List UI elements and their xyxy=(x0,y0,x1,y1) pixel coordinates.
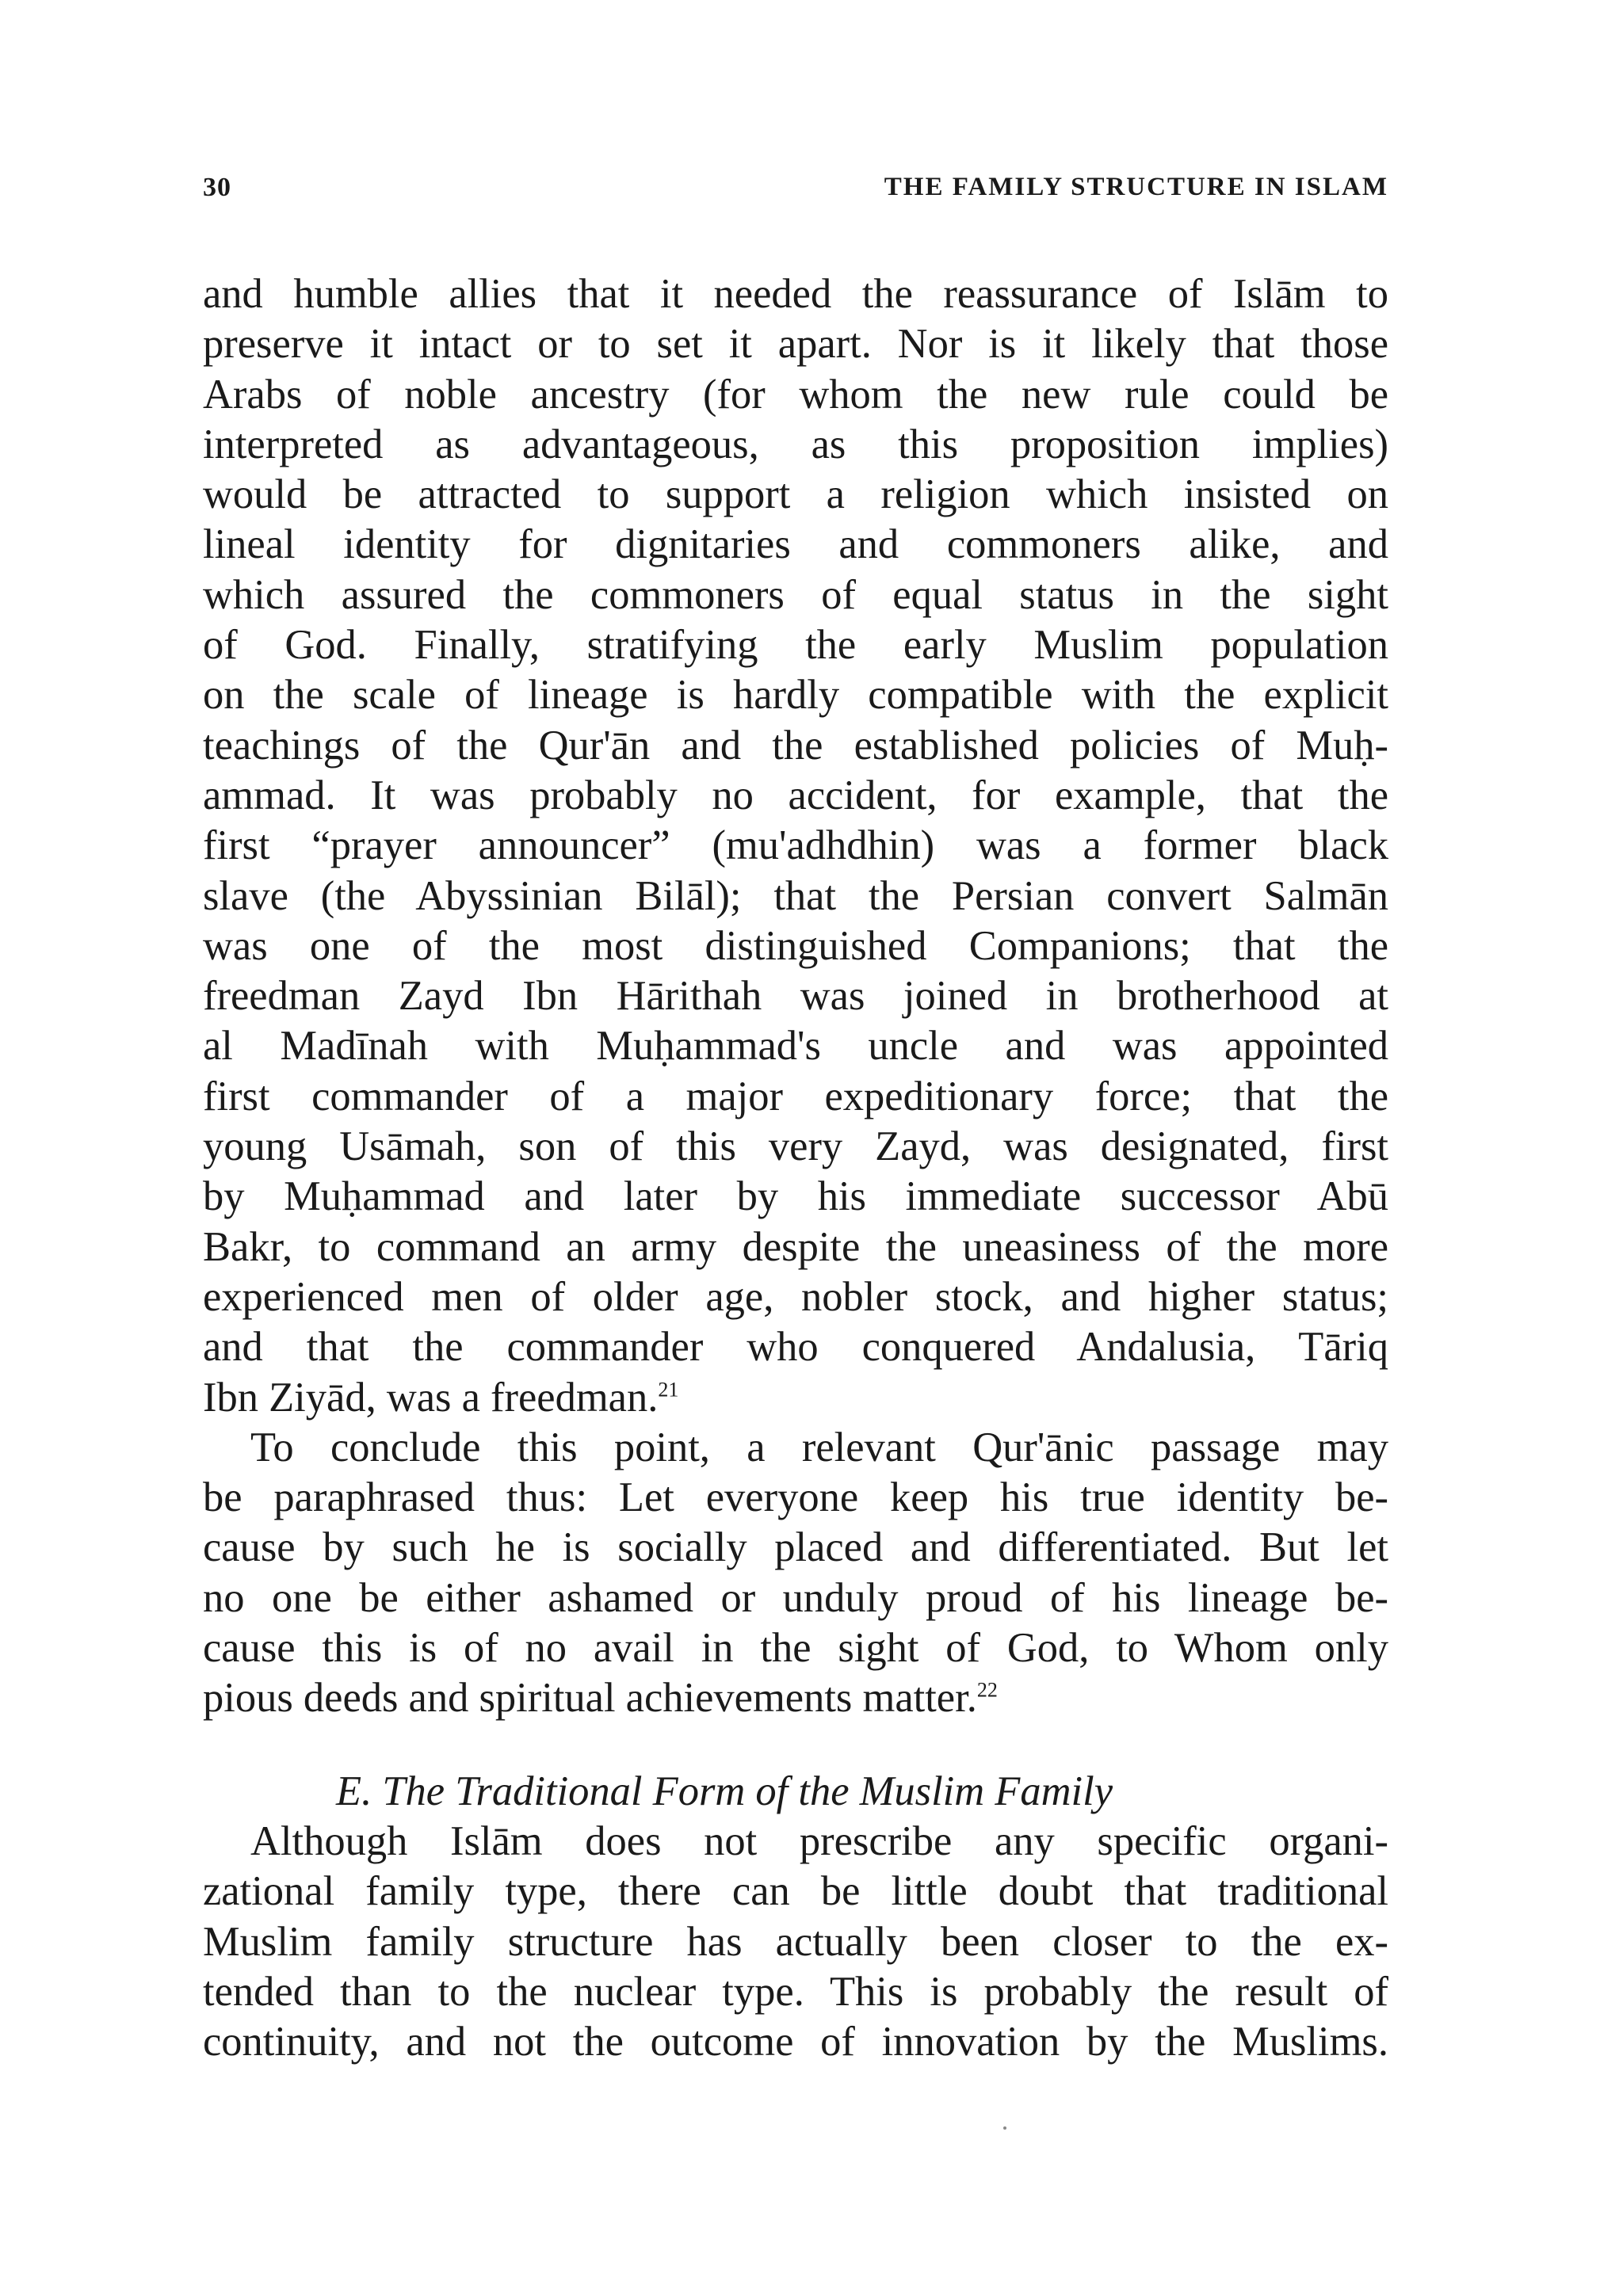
text-line: tended than to the nuclear type. This is probably the result of xyxy=(203,1968,1388,2015)
footnote-marker: 22 xyxy=(976,1678,998,1702)
text-line: pious deeds and spiritual achievements matter. xyxy=(203,1675,977,1722)
text-line-with-footnote xyxy=(203,1373,1388,1423)
text-line: was one of the most distinguished Companions; that the xyxy=(203,922,1388,969)
text-line: which assured the commoners of equal status in the sight xyxy=(203,571,1388,618)
section-gap xyxy=(203,1724,1388,1767)
text-line: young Usāmah, son of this very Zayd, was designated, first xyxy=(203,1123,1388,1170)
text-line: ammad. It was probably no accident, for example, that the xyxy=(203,772,1388,818)
text-line: interpreted as advantageous, as this proposition implies) xyxy=(203,421,1388,467)
text-line: cause by such he is socially placed and differentiated. But let xyxy=(203,1524,1388,1571)
footnote-marker: 21 xyxy=(658,1378,679,1402)
text-line: lineal identity for dignitaries and commoners alike, and xyxy=(203,521,1388,568)
text-line: preserve it intact or to set it apart. Nor is it likely that those xyxy=(203,321,1388,368)
text-line: first commander of a major expeditionary force; that the xyxy=(203,1073,1388,1119)
body-text xyxy=(203,269,1388,2067)
text-line: Although Islām does not prescribe any specific organi- xyxy=(250,1817,1388,1864)
text-line: Ibn Ziyād, was a freedman. xyxy=(203,1374,659,1421)
text-line: To conclude this point, a relevant Qur'ānic passage may xyxy=(250,1424,1388,1470)
text-line: al Madīnah with Muḥammad's uncle and was appointed xyxy=(203,1023,1388,1070)
text-line: experienced men of older age, nobler stock, and higher status; xyxy=(203,1273,1388,1320)
text-line: first “prayer announcer” (mu'adhdhin) was a former black xyxy=(203,822,1388,869)
text-line: teachings of the Qur'ān and the established policies of Muḥ- xyxy=(203,722,1388,769)
text-line-with-footnote xyxy=(203,1673,1388,1723)
page-header xyxy=(203,173,1388,212)
running-head: THE FAMILY STRUCTURE IN ISLAM xyxy=(884,173,1388,201)
text-line: freedman Zayd Ibn Hārithah was joined in brotherhood at xyxy=(203,973,1388,1020)
section-heading: E. The Traditional Form of the Muslim Family xyxy=(336,1768,1113,1814)
scan-speck xyxy=(1003,2126,1006,2130)
page-number: 30 xyxy=(203,173,231,202)
text-line: no one be either ashamed or unduly proud of his lineage be- xyxy=(203,1574,1388,1621)
text-line: cause this is of no avail in the sight of God, to Whom only xyxy=(203,1625,1388,1672)
text-line: be paraphrased thus: Let everyone keep his true identity be- xyxy=(203,1474,1388,1521)
text-line: Arabs of noble ancestry (for whom the new rule could be xyxy=(203,371,1388,418)
text-line: continuity, and not the outcome of innovation by the Muslims. xyxy=(203,2019,1388,2065)
text-line: of God. Finally, stratifying the early Muslim population xyxy=(203,622,1388,669)
text-line: Muslim family structure has actually been closer to the ex- xyxy=(203,1918,1388,1965)
text-line: and that the commander who conquered Andalusia, Tāriq xyxy=(203,1324,1388,1371)
text-line: and humble allies that it needed the reassurance of Islām to xyxy=(203,271,1388,317)
text-line: slave (the Abyssinian Bilāl); that the Persian convert Salmān xyxy=(203,872,1388,919)
text-line: zational family type, there can be little doubt that traditional xyxy=(203,1868,1388,1915)
text-line: Bakr, to command an army despite the uneasiness of the more xyxy=(203,1223,1388,1270)
text-line: on the scale of lineage is hardly compatible with the explicit xyxy=(203,672,1388,719)
text-line: would be attracted to support a religion which insisted on xyxy=(203,471,1388,518)
text-line: by Muḥammad and later by his immediate successor Abū xyxy=(203,1173,1388,1220)
